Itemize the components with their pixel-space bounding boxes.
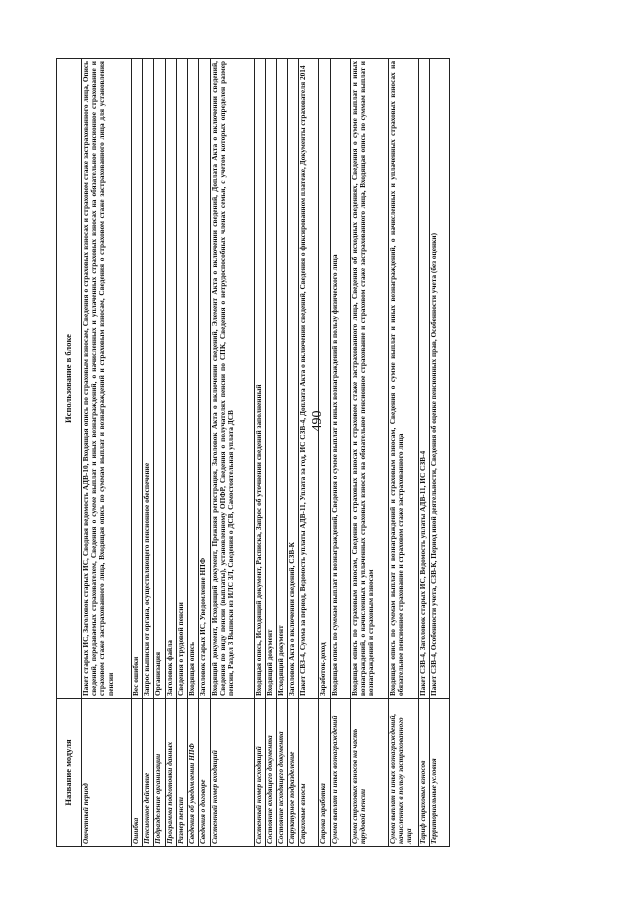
table-row (418, 59, 429, 847)
table-row (430, 59, 450, 847)
table-row (299, 59, 319, 847)
module-name-cell: Подразделение организации (154, 699, 165, 847)
table-row (388, 59, 418, 847)
module-usage-cell: Организация (154, 59, 165, 699)
module-name-cell: Тариф страховых взносов (418, 699, 429, 847)
module-usage-cell: Входящий документ, Исходящий документ, Прежняя регистрация, Заголовок Акта о включении сведений, Элемент Акта о включении сведений, Доплата Акта о включении сведений, Сведения по виду пенсии (выплаты), установленному ОПФР, Сведения о получателях пенсии по СПК, Сведения о нетрудоспособных членах семьи, с учетом которых определен размер пенсии, Раздел 3 Выписки из ИЛС ЗЛ, Сведения о ДСВ, Самостоятельная уплата ДСВ (210, 59, 254, 699)
module-usage-cell: Пакет СВЗ-4, Сумма за период, Ведомость уплаты АДВ-11, Уплата за год, ИС СЗВ-4, Доплата Акта о включении сведений, Сведения о фиксированном платеже, Документы страхователя 2014 (299, 59, 319, 699)
module-name-cell: Сведения о договоре (199, 699, 210, 847)
module-name-cell: Сумма выплат и иных вознаграждений, начисленных в пользу застрахованного лица (388, 699, 418, 847)
table-row (288, 59, 299, 847)
module-name-cell: Сумма страховых взносов на часть трудовой пенсии (350, 699, 388, 847)
module-name-cell: Сумма выплат и иных вознаграждений (330, 699, 350, 847)
table-row (176, 59, 187, 847)
header-usage: Использование в блоке (57, 59, 82, 699)
module-usage-cell: Входящая опись по суммам выплат и вознаграждений и страховым взносам, Сведения о сумме выплат и иных вознаграждений, о начисленных и уплаченных страховых взносах на обязательное пенсионное страхование и страховом стаже застрахованного лица (388, 59, 418, 699)
table-row (132, 59, 143, 847)
module-usage-cell: Исходящий документ (276, 59, 287, 699)
module-usage-cell: Заголовок файла (165, 59, 176, 699)
module-usage-cell: Входящий документ (265, 59, 276, 699)
module-name-cell: Программа подготовки данных (165, 699, 176, 847)
module-name-cell: Территориальные условия (430, 699, 450, 847)
module-name-cell: Состояние входящего документа (265, 699, 276, 847)
module-usage-cell: Заработок-доход (319, 59, 330, 699)
module-name-cell: Сведения об уведомлении НПФ (188, 699, 199, 847)
module-usage-cell: Пакет старых ИС, Заголовок старых ИС, Сводная ведомость АДВ-10, Входящая опись по страховым взносам, Сведения о страховых взносах и страховом стаже застрахованного лица, Опись сведений, передаваемых страхователем, Сведения о сумме выплат и иных вознаграждений, о начисленных и уплаченных страховых взносах на обязательное пенсионное страхование и страховом стаже застрахованного лица, Входящая опись по суммам выплат и вознаграждений и страховым взносам, Сведения о страховом стаже застрахованного лица для установления пенсии (82, 59, 132, 699)
module-name-cell: Состояние исходящего документа (276, 699, 287, 847)
module-name-cell: Пенсионное действие (143, 699, 154, 847)
table-row (199, 59, 210, 847)
module-name-cell: Строка заработка (319, 699, 330, 847)
module-usage-cell: Пакет СЗВ-4, Особенности учета, СЗВ-К, Период иной деятельности, Сведения об оценке пенсионных прав, Особенности учета (без оценки) (430, 59, 450, 699)
table-row (143, 59, 154, 847)
table-row (188, 59, 199, 847)
module-name-cell: Страховые взносы (299, 699, 319, 847)
table-row (154, 59, 165, 847)
header-module-name: Название модуля (57, 699, 82, 847)
module-usage-cell: Вес ошибки (132, 59, 143, 699)
table-row (276, 59, 287, 847)
module-usage-cell: Заголовок Акта о включении сведений, СЗВ-К (288, 59, 299, 699)
module-name-cell: Структурное подразделение (288, 699, 299, 847)
module-name-cell: Отчетный период (82, 699, 132, 847)
table-row (254, 59, 265, 847)
module-name-cell: Ошибка (132, 699, 143, 847)
table-row (165, 59, 176, 847)
table-row (265, 59, 276, 847)
module-usage-cell: Запрос выписки от органа, осуществляющего пенсионное обеспечение (143, 59, 154, 699)
module-usage-cell: Входящая опись по страховым взносам, Сведения о страховых взносах и страховом стаже застрахованного лица, Сведения об исходных сведениях, Сведения о сумме выплат и иных вознаграждений, о начисленных и уплаченных страховых взносах на обязательное пенсионное страхование и страховом стаже застрахованного лица, Входящая опись по суммам выплат и вознаграждений и страховым взносам (350, 59, 388, 699)
module-usage-cell: Пакет СЗВ-4, Заголовок старых ИС, Ведомость уплаты АДВ-11, ИС СЗВ-4 (418, 59, 429, 699)
table-header-row (57, 59, 82, 847)
module-name-cell: Системный номер входящий (210, 699, 254, 847)
module-usage-cell: Сведения о трудовой пенсии (176, 59, 187, 699)
module-usage-cell: Входящая опись, Исходящий документ, Расписка, Запрос об уточнении сведений заполненный (254, 59, 265, 699)
rotated-table-container (56, 59, 450, 847)
table-row (350, 59, 388, 847)
page-number: 490 (310, 410, 325, 432)
table-row (210, 59, 254, 847)
module-usage-cell: Входящая опись (188, 59, 199, 699)
table-row (330, 59, 350, 847)
modules-table (56, 58, 450, 847)
module-name-cell: Системный номер исходящий (254, 699, 265, 847)
module-name-cell: Размер пенсии (176, 699, 187, 847)
module-usage-cell: Заголовок старых ИС, Уведомление НПФ (199, 59, 210, 699)
table-row (82, 59, 132, 847)
table-row (319, 59, 330, 847)
module-usage-cell: Входящая опись по суммам выплат и вознаграждений, Сведения о сумме выплат и иных вознаграждений в пользу физического лица (330, 59, 350, 699)
